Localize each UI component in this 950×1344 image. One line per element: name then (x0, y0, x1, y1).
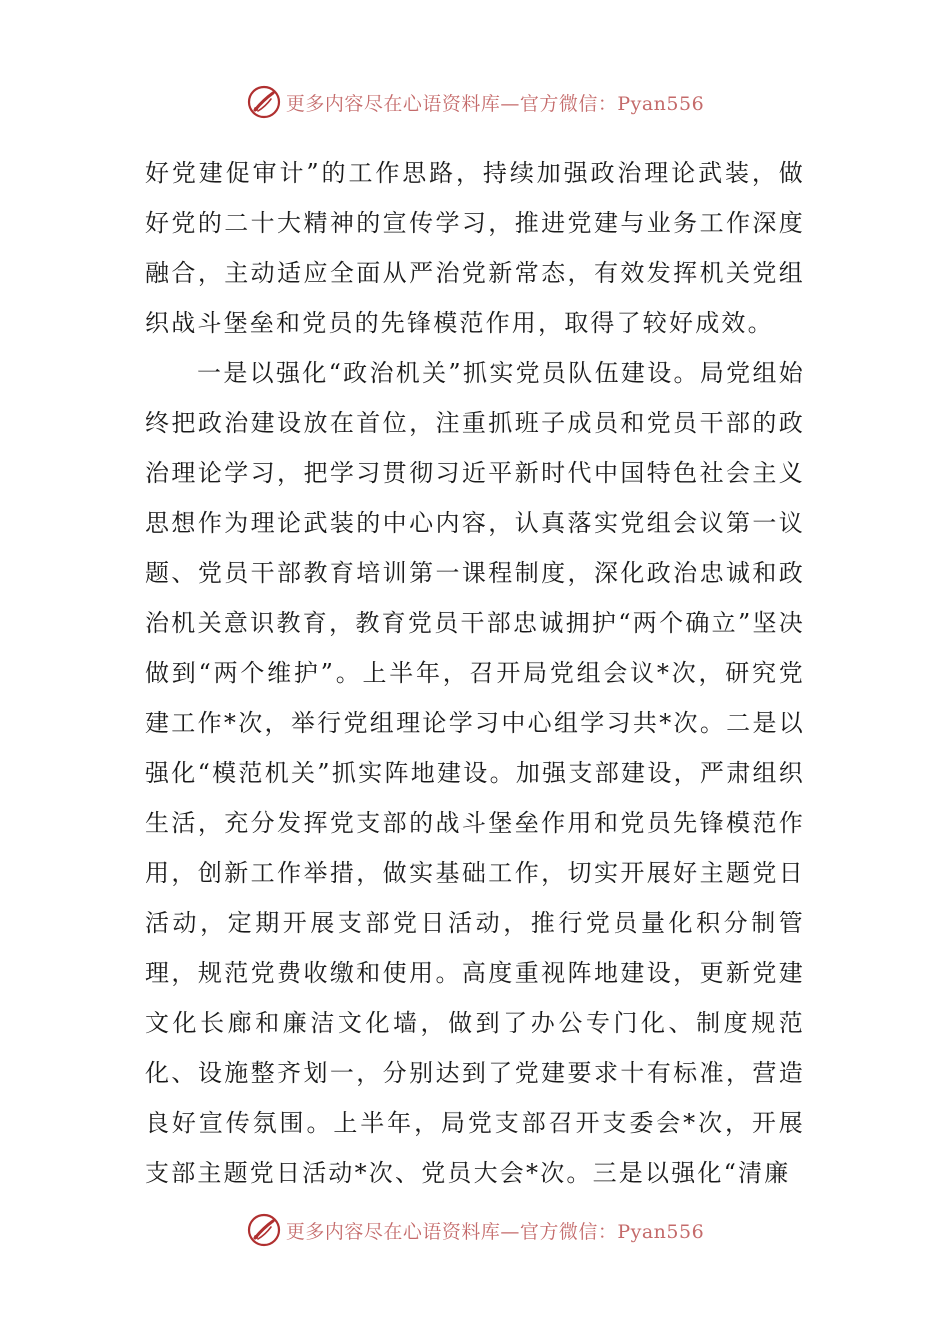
header-banner-text: 更多内容尽在心语资料库—官方微信：Pyan556 (285, 92, 705, 115)
paragraph-continued: 好党建促审计”的工作思路，持续加强政治理论武装，做好党的二十大精神的宣传学习，推进党建与业务工作深度融合，主动适应全面从严治党新常态，有效发挥机关党组织战斗堡垒和党员的先锋模范作用，取得了较好成效。 (145, 159, 805, 337)
pen-logo-icon (246, 84, 282, 120)
document-body (145, 148, 805, 1198)
paragraph-main: 一是以强化“政治机关”抓实党员队伍建设。局党组始终把政治建设放在首位，注重抓班子成员和党员干部的政治理论学习，把学习贯彻习近平新时代中国特色社会主义思想作为理论武装的中心内容，认真落实党组会议第一议题、党员干部教育培训第一课程制度，深化政治忠诚和政治机关意识教育，教育党员干部忠诚拥护“两个确立”坚决做到“两个维护”。上半年，召开局党组会议*次，研究党建工作*次，举行党组理论学习中心组学习共*次。二是以强化“模范机关”抓实阵地建设。加强支部建设，严肃组织生活，充分发挥党支部的战斗堡垒作用和党员先锋模范作用，创新工作举措，做实基础工作，切实开展好主题党日活动，定期开展支部党日活动，推行党员量化积分制管理，规范党费收缴和使用。高度重视阵地建设，更新党建文化长廊和廉洁文化墙，做到了办公专门化、制度规范化、设施整齐划一，分别达到了党建要求十有标准，营造良好宣传氛围。上半年，局党支部召开支委会*次，开展支部主题党日活动*次、党员大会*次。三是以强化“清廉 (145, 359, 805, 1187)
footer-banner (0, 1210, 950, 1250)
footer-banner-text: 更多内容尽在心语资料库—官方微信：Pyan556 (285, 1220, 705, 1243)
pen-logo-icon (246, 1212, 282, 1248)
header-banner (0, 82, 950, 122)
